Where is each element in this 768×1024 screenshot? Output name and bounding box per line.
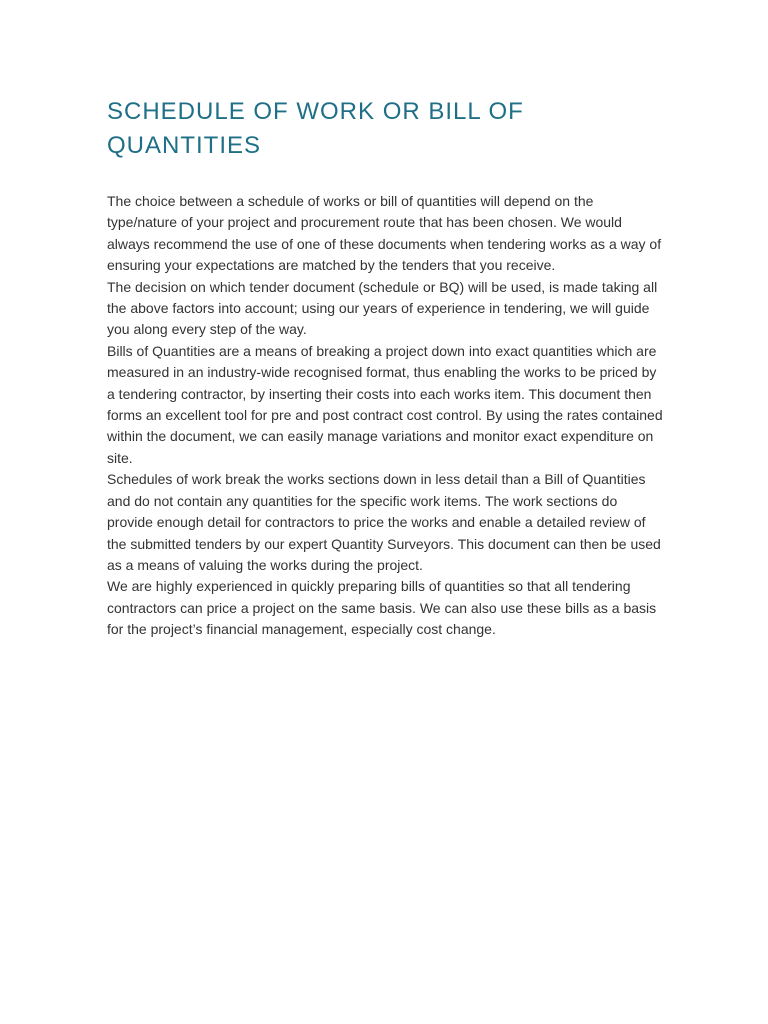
document-body [107, 191, 667, 641]
page-title: SCHEDULE OF WORK OR BILL OF QUANTITIES [107, 98, 524, 159]
paragraph-experience: We are highly experienced in quickly preparing bills of quantities so that all tendering contractors can price a project on the same basis. We can also use these bills as a basis for the project’s financial management, especially cost change. [107, 578, 657, 638]
paragraph-tender-decision: The decision on which tender document (schedule or BQ) will be used, is made taking all the above factors into account; using our years of experience in tendering, we will guide you along every step of the way. [107, 278, 658, 338]
paragraph-schedule-choice: The choice between a schedule of works or bill of quantities will depend on the type/nature of your project and procurement route that has been chosen. We would always recommend the use of one of these documents when tendering works as a way of ensuring your expectations are matched by the tenders that you receive. [107, 193, 662, 274]
paragraph-bills-of-quantities: Bills of Quantities are a means of breaking a project down into exact quantities which are measured in an industry-wide recognised format, thus enabling the works to be priced by a tendering contractor, by inserting their costs into each works item. This document then forms an excellent tool for pre and post contract cost control. By using the rates contained within the document, we can easily manage variations and monitor exact expenditure on site. [107, 342, 663, 466]
paragraph-schedules-of-work: Schedules of work break the works sections down in less detail than a Bill of Quantities and do not contain any quantities for the specific work items. The work sections do provide enough detail for contractors to price the works and enable a detailed review of the submitted tenders by our expert Quantity Surveyors. This document can then be used as a means of valuing the works during the project. [107, 471, 661, 573]
